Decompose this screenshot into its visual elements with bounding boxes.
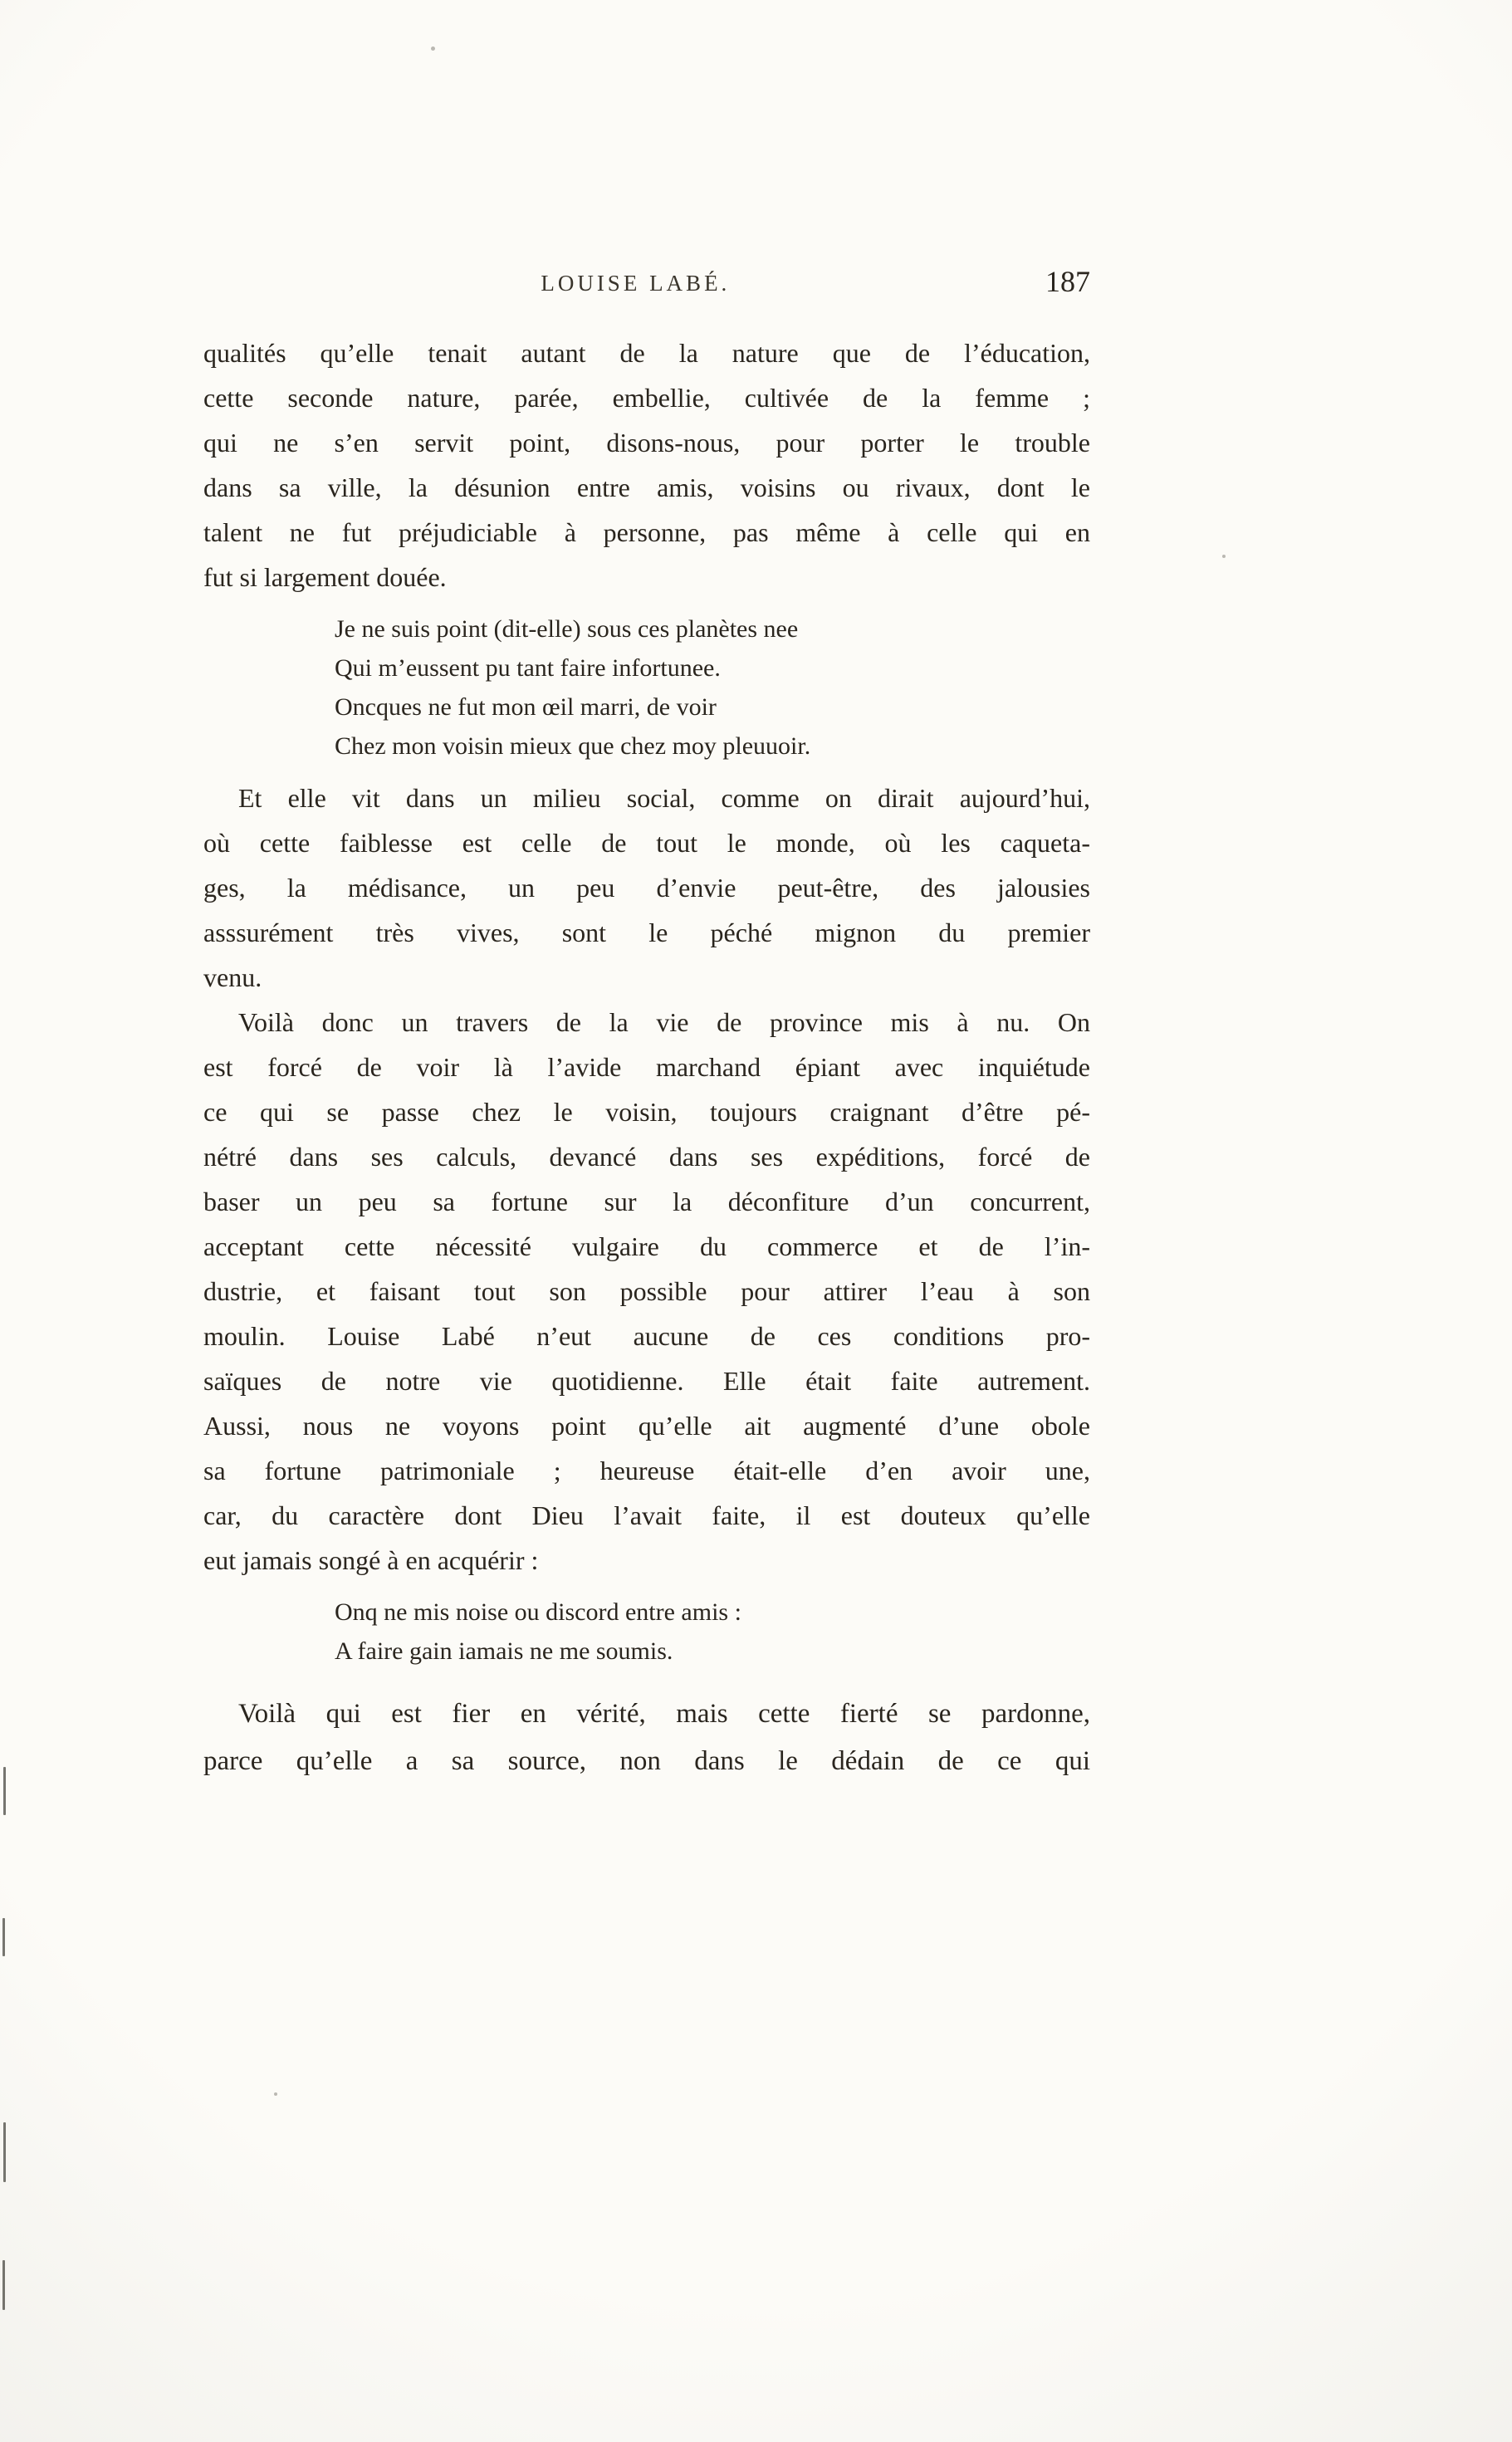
verse-quote-2 [203, 1593, 1090, 1671]
text-line: Voilà donc un travers de la vie de province mis à nu. On [238, 1007, 1090, 1037]
paragraph-3 [203, 1000, 1090, 1583]
text-line: baser un peu sa fortune sur la déconfiture d’un concurrent, [203, 1187, 1090, 1216]
text-line: où cette faiblesse est celle de tout le monde, où les caqueta- [203, 828, 1090, 858]
scan-artifact [2, 1918, 5, 1956]
text-line: est forcé de voir là l’avide marchand épiant avec inquiétude [203, 1052, 1090, 1082]
text-line: sa fortune patrimoniale ; heureuse était-elle d’en avoir une, [203, 1456, 1090, 1485]
scan-artifact [2, 2260, 5, 2310]
text-line: fut si largement douée. [203, 562, 447, 592]
scan-speck [431, 46, 435, 51]
text-line: nétré dans ses calculs, devancé dans ses expéditions, forcé de [203, 1142, 1090, 1172]
text-line: acceptant cette nécessité vulgaire du commerce et de l’in- [203, 1231, 1090, 1261]
verse-quote-1 [203, 609, 1090, 766]
verse-line: Onq ne mis noise ou discord entre amis : [335, 1598, 741, 1626]
verse-line: Je ne suis point (dit-elle) sous ces planètes nee [335, 615, 799, 643]
text-line: cette seconde nature, parée, embellie, cultivée de la femme ; [203, 383, 1090, 413]
text-line: Voilà qui est fier en vérité, mais cette fierté se pardonne, [238, 1699, 1090, 1729]
text-line: car, du caractère dont Dieu l’avait faite, il est douteux qu’elle [203, 1500, 1090, 1530]
scan-artifact [3, 1767, 6, 1815]
text-line: saïques de notre vie quotidienne. Elle était faite autrement. [203, 1366, 1090, 1396]
paragraph-4 [203, 1691, 1090, 1785]
text-line: Et elle vit dans un milieu social, comme on dirait aujourd’hui, [238, 783, 1090, 813]
scan-speck [1222, 555, 1226, 558]
text-line: Aussi, nous ne voyons point qu’elle ait augmenté d’une obole [203, 1411, 1090, 1441]
text-line: moulin. Louise Labé n’eut aucune de ces conditions pro- [203, 1321, 1090, 1351]
paragraph-2 [203, 776, 1090, 1000]
page-number: 187 [1045, 265, 1090, 298]
page-body [203, 330, 1090, 1785]
verse-line: A faire gain iamais ne me soumis. [335, 1637, 673, 1665]
verse-line: Qui m’eussent pu tant faire infortunee. [335, 654, 721, 682]
text-line: ges, la médisance, un peu d’envie peut-être, des jalousies [203, 873, 1090, 903]
text-line: dans sa ville, la désunion entre amis, voisins ou rivaux, dont le [203, 472, 1090, 502]
running-title: LOUISE LABÉ. [541, 271, 731, 296]
text-line: venu. [203, 962, 262, 992]
text-line: qui ne s’en servit point, disons-nous, pour porter le trouble [203, 428, 1090, 458]
verse-line: Oncques ne fut mon œil marri, de voir [335, 693, 717, 721]
text-line: talent ne fut préjudiciable à personne, pas même à celle qui en [203, 517, 1090, 547]
text-line: qualités qu’elle tenait autant de la nature que de l’éducation, [203, 338, 1090, 368]
text-line: ce qui se passe chez le voisin, toujours craignant d’être pé- [203, 1097, 1090, 1127]
text-line: asssurément très vives, sont le péché mignon du premier [203, 918, 1090, 947]
scan-artifact [3, 2122, 6, 2182]
scan-speck [274, 2092, 277, 2096]
paragraph-continuation [203, 330, 1090, 599]
text-column [203, 264, 1090, 1785]
text-line: eut jamais songé à en acquérir : [203, 1545, 539, 1575]
text-line: dustrie, et faisant tout son possible pour attirer l’eau à son [203, 1276, 1090, 1306]
page-header [203, 264, 1090, 304]
text-line: parce qu’elle a sa source, non dans le dédain de ce qui [203, 1746, 1090, 1776]
verse-line: Chez mon voisin mieux que chez moy pleuuoir. [335, 732, 811, 760]
